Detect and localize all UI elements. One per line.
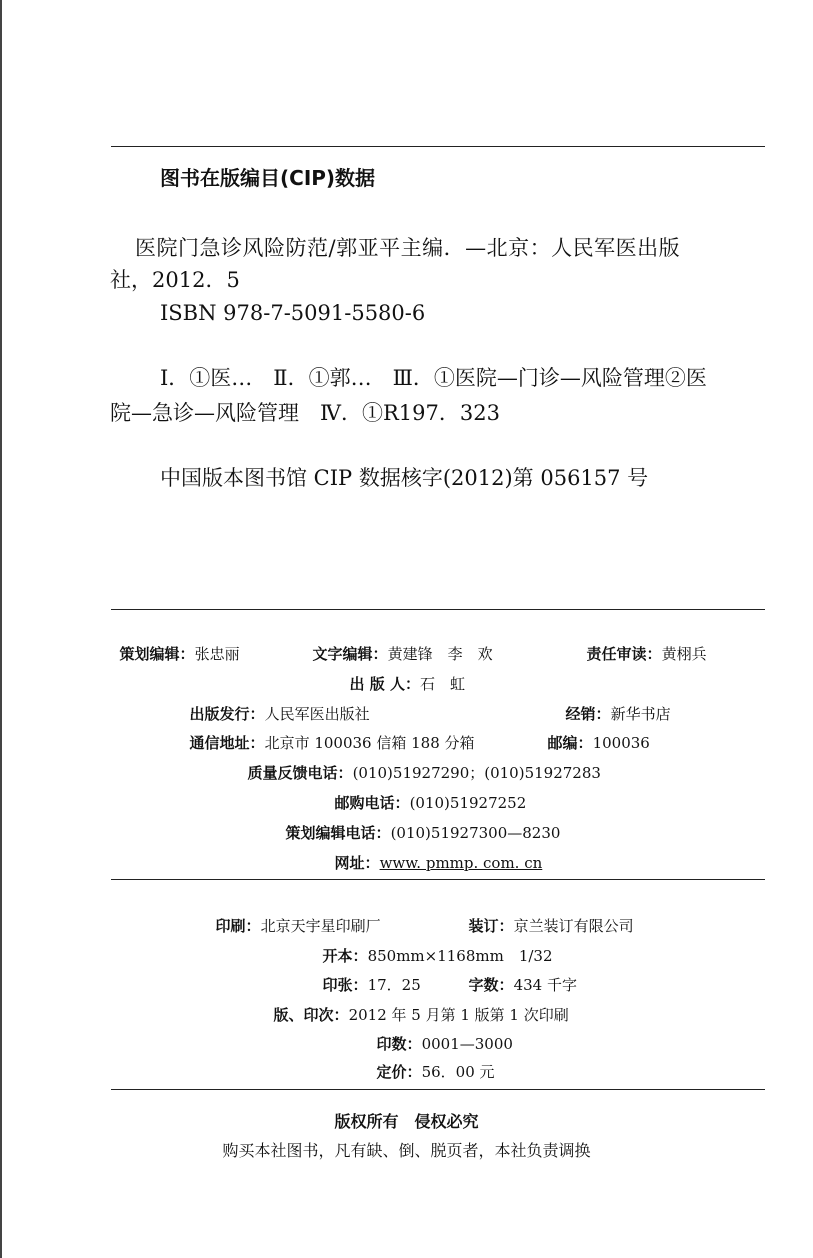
text-editor-row [303,632,493,662]
cip-heading: 图书在版编目(CIP)数据 [160,166,376,190]
address: 北京市 100036 信箱 188 分箱 [264,734,475,752]
website-label: 网址： [334,854,380,872]
seller-label: 经销： [565,705,611,723]
reviewer-label: 责任审读： [586,645,662,663]
publisher-label: 出 版 人： [349,675,420,693]
cip-title-line-2: 社，2012．5 [110,268,240,292]
website-row [325,841,542,871]
printing-top-rule [111,879,765,880]
reviewer-row [577,632,707,662]
postcode-row [538,721,650,751]
publisher-row [340,662,465,692]
mail-order-label: 邮购电话： [334,794,410,812]
binding-label: 装订： [468,917,514,935]
imprint-top-rule [111,609,765,610]
address-label: 通信地址： [189,734,265,752]
address-row [180,721,475,751]
reviewer: 黄栩兵 [661,645,707,663]
postcode: 100036 [592,734,650,752]
printer: 北京天宇星印刷厂 [260,917,381,935]
binding-row [459,904,634,934]
distributor: 人民军医出版社 [264,705,370,723]
copyright-top-rule [111,1089,765,1090]
words: 434 千字 [513,976,577,994]
website-link[interactable]: www. pmmp. com. cn [379,854,543,872]
sheets-row [313,963,421,993]
print-run-label: 印数： [376,1035,422,1053]
price: 56．00 元 [421,1063,495,1081]
edition: 2012 年 5 月第 1 版第 1 次印刷 [348,1006,569,1024]
top-rule [111,146,765,147]
cip-classification-line-2: 院—急诊—风险管理 Ⅳ．①R197．323 [110,401,500,425]
mail-order-phone: (010)51927252 [409,794,527,812]
distributor-label: 出版发行： [189,705,265,723]
copyright-notice: 购买本社图书，凡有缺、倒、脱页者，本社负责调换 [222,1141,591,1160]
words-row [459,963,577,993]
planning-editor: 张忠丽 [194,645,240,663]
words-label: 字数： [468,976,514,994]
price-label: 定价： [376,1063,422,1081]
editor-phone: (010)51927300—8230 [390,824,561,842]
format-label: 开本： [322,947,368,965]
price-row [367,1050,495,1080]
feedback-phone: (010)51927290；(010)51927283 [352,764,601,782]
text-editor-label: 文字编辑： [312,645,388,663]
printer-row [206,904,381,934]
publisher: 石 虹 [420,675,466,693]
edition-label: 版、印次： [273,1006,349,1024]
seller-row [556,692,671,722]
editors-row [110,632,240,662]
printer-label: 印刷： [215,917,261,935]
page-left-edge [0,0,2,1258]
mail-order-row [325,781,526,811]
editor-phone-label: 策划编辑电话： [285,824,391,842]
cip-classification-line-1: Ⅰ．①医… Ⅱ．①郭… Ⅲ．①医院—门诊—风险管理②医 [160,366,707,390]
print-run: 0001—3000 [421,1035,513,1053]
editor-phone-row [276,811,560,841]
sheets-label: 印张： [322,976,368,994]
format-row [313,934,553,964]
copyright-heading: 版权所有 侵权必究 [334,1112,479,1131]
edition-row [264,993,569,1023]
text-editor: 黄建锋 李 欢 [387,645,493,663]
planning-editor-label: 策划编辑： [119,645,195,663]
binding: 京兰装订有限公司 [513,917,634,935]
cip-isbn: ISBN 978-7-5091-5580-6 [160,301,426,325]
cip-record-number: 中国版本图书馆 CIP 数据核字(2012)第 056157 号 [160,466,649,490]
seller: 新华书店 [610,705,671,723]
format: 850mm×1168mm 1/32 [367,947,553,965]
feedback-phone-label: 质量反馈电话： [247,764,353,782]
distributor-row [180,692,370,722]
print-run-row [367,1022,513,1052]
cip-title-line-1: 医院门急诊风险防范/郭亚平主编．—北京：人民军医出版 [135,236,681,260]
sheets: 17．25 [367,976,421,994]
postcode-label: 邮编： [547,734,593,752]
feedback-phone-row [238,751,601,781]
